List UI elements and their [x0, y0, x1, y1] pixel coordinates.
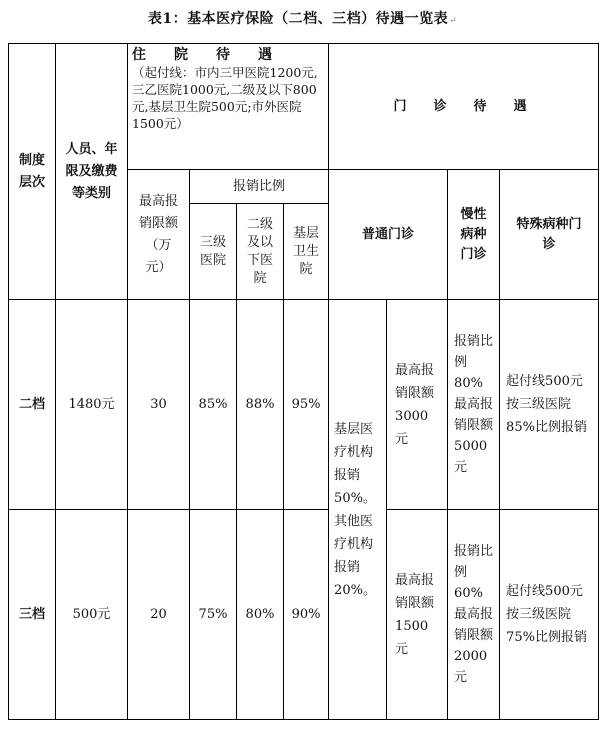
table-title — [0, 8, 605, 28]
row-special: 起付线500元按三级医院85%比例报销 — [500, 300, 599, 510]
cell-end-mark: ↵ — [449, 16, 458, 26]
row-tier2-ratio: 80% — [237, 510, 284, 720]
general-outpatient-shared: 基层医疗机构报销50%。其他医疗机构报销20%。 — [329, 300, 387, 720]
row-tier3-ratio: 85% — [190, 300, 237, 510]
header-max-limit: 最高报销限额（万元） — [128, 170, 190, 300]
table-row — [9, 300, 599, 510]
row-member-type: 500元 — [56, 510, 128, 720]
row-chronic: 报销比例80%最高报销限额5000元 — [448, 300, 500, 510]
table-row — [9, 510, 599, 720]
header-row-1 — [9, 44, 599, 170]
row-chronic: 报销比例60%最高报销限额2000元 — [448, 510, 500, 720]
row-level: 二档 — [9, 300, 56, 510]
row-max-limit: 20 — [128, 510, 190, 720]
row-special: 起付线500元按三级医院75%比例报销 — [500, 510, 599, 720]
header-member-type: 人员、年限及缴费等类别 — [56, 44, 128, 300]
header-tier3: 三级医院 — [190, 204, 237, 300]
header-tier2: 二级及以下医院 — [237, 204, 284, 300]
row-general-limit: 最高报销限额1500元 — [387, 510, 448, 720]
header-chronic: 慢性病种门诊 — [448, 170, 500, 300]
table-title-text: 表1：基本医疗保险（二档、三档）待遇一览表 — [147, 11, 449, 27]
row-general-limit: 最高报销限额3000元 — [387, 300, 448, 510]
row-tier2-ratio: 88% — [237, 300, 284, 510]
inpatient-threshold-note: （起付线：市内三甲医院1200元,三乙医院1000元,二级及以下800元,基层卫生院500元;市外医院1500元） — [132, 65, 318, 131]
row-tier3-ratio: 75% — [190, 510, 237, 720]
header-inpatient — [128, 44, 329, 170]
benefits-table — [8, 43, 599, 720]
row-grassroots-ratio: 90% — [284, 510, 329, 720]
row-max-limit: 30 — [128, 300, 190, 510]
header-general-outpatient: 普通门诊 — [329, 170, 448, 300]
header-outpatient: 门 诊 待 遇 — [329, 44, 599, 170]
row-member-type: 1480元 — [56, 300, 128, 510]
header-system-level: 制度层次 — [9, 44, 56, 300]
row-level: 三档 — [9, 510, 56, 720]
header-reimb-ratio: 报销比例 — [190, 170, 329, 204]
row-grassroots-ratio: 95% — [284, 300, 329, 510]
header-special: 特殊病种门诊 — [500, 170, 599, 300]
inpatient-title: 住 院 待 遇 — [132, 47, 279, 63]
header-grassroots: 基层卫生院 — [284, 204, 329, 300]
